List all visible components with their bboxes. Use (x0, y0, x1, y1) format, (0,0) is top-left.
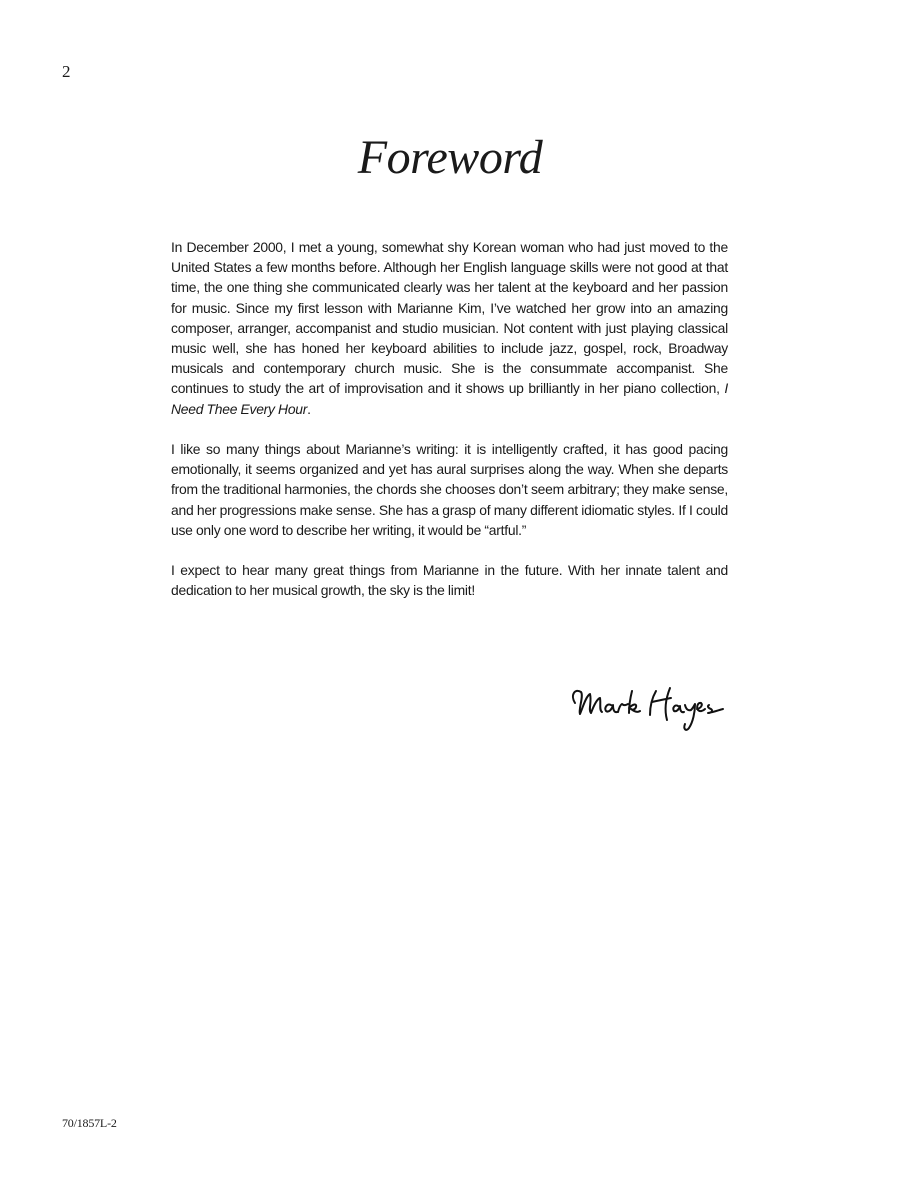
foreword-body (171, 237, 728, 621)
page-number: 2 (62, 62, 71, 81)
paragraph-2: I like so many things about Marianne’s writing: it is intelligently crafted, it has good pacing emotionally, it seems organized and yet has aural surprises along the way. When she departs from the traditional harmonies, the chords she chooses don’t seem arbitrary; they make sense, and her progressions make sense. She has a grasp of many different idiomatic styles. If I could use only one word to describe her writing, it would be “artful.” (171, 441, 728, 538)
page-title: Foreword (357, 131, 543, 184)
signature-mark-hayes (566, 682, 726, 738)
footer-code: 70/1857L-2 (62, 1116, 117, 1130)
paragraph-1-end: . (307, 400, 311, 417)
paragraph-1-text: In December 2000, I met a young, somewhat shy Korean woman who had just moved to the United States a few months before. Although her English language skills were not good at that time, the one thing she communicated clearly was her talent at the keyboard and her passion for music. Since my first lesson with Marianne Kim, I’ve watched her grow into an amazing composer, arranger, accompanist and studio musician. Not content with just playing classical music well, she has honed her keyboard abilities to include jazz, gospel, rock, Broadway musicals and contemporary church music. She is the consummate accompanist. She continues to study the art of improvisation and it shows up brilliantly in her piano collection, (171, 239, 728, 397)
paragraph-1 (171, 237, 728, 419)
paragraph-3: I expect to hear many great things from Marianne in the future. With her innate talent and dedication to her musical growth, the sky is the limit! (171, 562, 728, 599)
book-title: I Need Thee Every Hour (171, 380, 728, 417)
